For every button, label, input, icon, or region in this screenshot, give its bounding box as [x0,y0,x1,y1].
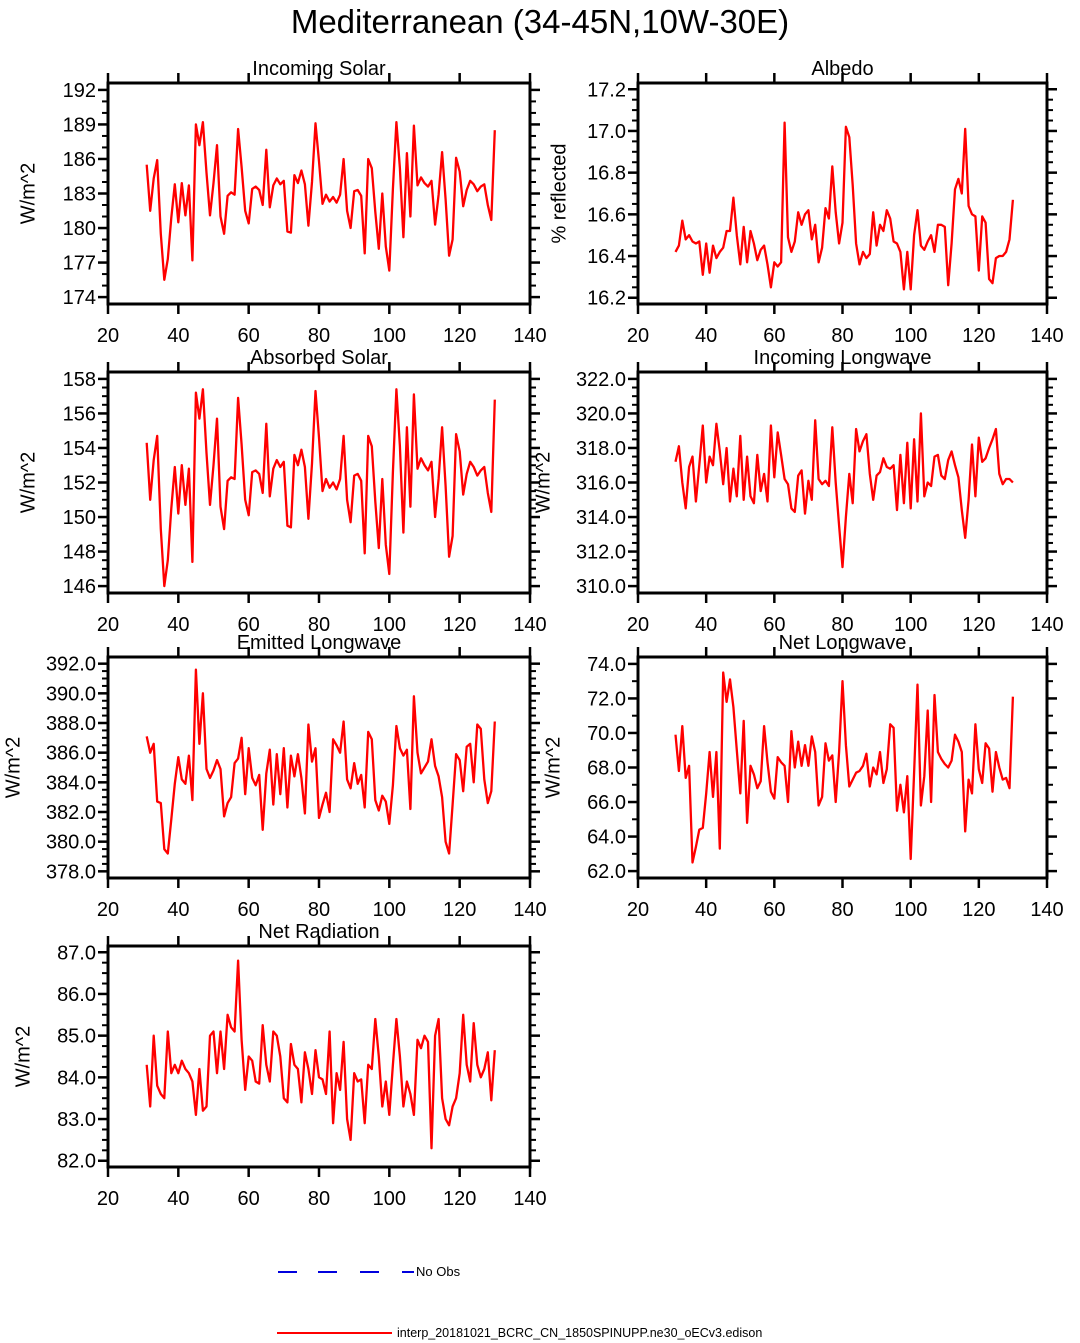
svg-text:20: 20 [626,899,650,921]
svg-text:62.0: 62.0 [587,861,626,884]
model-legend-line [277,1327,393,1339]
svg-text:40: 40 [695,899,718,921]
svg-text:17.2: 17.2 [587,79,626,102]
page-title: Mediterranean (34-45N,10W-30E) [290,3,790,40]
svg-text:100: 100 [372,325,407,347]
svg-text:150: 150 [62,507,96,530]
chart-absorbed-solar [28,358,585,641]
svg-text:156: 156 [62,403,96,426]
svg-text:60: 60 [237,899,260,921]
svg-text:312.0: 312.0 [575,541,626,564]
y-axis-label-net-longwave: W/m^2 [542,736,565,799]
y-axis-label-absorbed-solar: W/m^2 [17,451,40,514]
svg-text:40: 40 [167,1188,190,1210]
svg-text:314.0: 314.0 [575,507,626,530]
svg-text:80: 80 [831,325,854,347]
chart-net-radiation [28,932,585,1215]
chart-albedo [558,69,1080,352]
svg-text:140: 140 [1030,899,1064,921]
svg-text:20: 20 [626,325,650,347]
svg-text:64.0: 64.0 [587,826,626,849]
svg-text:192: 192 [62,79,96,102]
svg-text:60: 60 [237,1188,260,1210]
svg-text:392.0: 392.0 [45,653,96,676]
svg-text:16.2: 16.2 [587,287,626,310]
svg-text:80: 80 [307,325,331,347]
svg-text:318.0: 318.0 [575,437,626,460]
svg-text:80: 80 [307,899,331,921]
svg-text:180: 180 [62,218,96,241]
svg-text:16.6: 16.6 [587,204,626,227]
svg-text:146: 146 [62,576,96,599]
svg-text:120: 120 [442,614,477,636]
svg-text:100: 100 [893,325,928,347]
svg-text:100: 100 [372,899,407,921]
y-axis-label-net-radiation: W/m^2 [12,1025,35,1088]
svg-text:152: 152 [62,472,96,495]
chart-title-incoming-solar: Incoming Solar [252,58,386,80]
svg-text:388.0: 388.0 [45,713,96,736]
svg-text:20: 20 [96,1188,120,1210]
svg-text:158: 158 [62,368,96,391]
svg-text:84.0: 84.0 [57,1067,96,1090]
svg-text:140: 140 [513,614,547,636]
svg-text:80: 80 [307,1188,331,1210]
svg-text:100: 100 [372,614,407,636]
svg-text:20: 20 [626,614,650,636]
svg-text:386.0: 386.0 [45,742,96,765]
chart-title-emitted-longwave: Emitted Longwave [236,632,402,654]
svg-text:177: 177 [62,252,96,275]
svg-text:60: 60 [763,614,786,636]
svg-text:40: 40 [167,325,190,347]
svg-text:140: 140 [513,325,547,347]
svg-text:83.0: 83.0 [57,1109,96,1132]
svg-text:120: 120 [442,899,477,921]
svg-text:140: 140 [513,1188,547,1210]
svg-text:60: 60 [237,325,260,347]
chart-incoming-solar [28,69,585,352]
svg-text:320.0: 320.0 [575,403,626,426]
svg-text:80: 80 [831,614,854,636]
svg-text:378.0: 378.0 [45,861,96,884]
svg-text:140: 140 [1030,325,1064,347]
svg-text:80: 80 [831,899,854,921]
svg-text:72.0: 72.0 [587,688,626,711]
svg-text:60: 60 [763,899,786,921]
chart-title-net-longwave: Net Longwave [778,632,907,654]
svg-text:310.0: 310.0 [575,576,626,599]
svg-text:174: 174 [62,287,96,310]
svg-text:60: 60 [763,325,786,347]
svg-text:382.0: 382.0 [45,801,96,824]
svg-text:86.0: 86.0 [57,983,96,1006]
chart-title-absorbed-solar: Absorbed Solar [250,347,388,369]
svg-text:100: 100 [372,1188,407,1210]
svg-text:16.4: 16.4 [587,246,626,269]
y-axis-label-albedo: % reflected [548,143,571,244]
svg-text:70.0: 70.0 [587,722,626,745]
svg-text:20: 20 [96,899,120,921]
svg-text:140: 140 [1030,614,1064,636]
y-axis-label-incoming-solar: W/m^2 [17,162,40,225]
chart-title-net-radiation: Net Radiation [258,921,380,943]
svg-text:120: 120 [442,1188,477,1210]
chart-title-incoming-longwave: Incoming Longwave [753,347,932,369]
svg-text:186: 186 [62,148,96,171]
svg-text:40: 40 [695,325,718,347]
legend-model-label: interp_20181021_BCRC_CN_1850SPINUPP.ne30_oECv3.edison [397,1326,763,1340]
chart-title-albedo: Albedo [811,58,874,80]
svg-text:16.8: 16.8 [587,162,626,185]
svg-text:390.0: 390.0 [45,683,96,706]
svg-text:87.0: 87.0 [57,942,96,965]
svg-text:183: 183 [62,183,96,206]
chart-incoming-longwave [558,358,1080,641]
legend-no-obs-label: No Obs [416,1264,461,1279]
svg-text:74.0: 74.0 [587,653,626,676]
svg-text:68.0: 68.0 [587,757,626,780]
svg-text:154: 154 [62,437,96,460]
svg-text:85.0: 85.0 [57,1025,96,1048]
svg-text:100: 100 [893,899,928,921]
svg-text:82.0: 82.0 [57,1150,96,1173]
svg-text:40: 40 [167,899,190,921]
svg-text:380.0: 380.0 [45,831,96,854]
svg-text:384.0: 384.0 [45,772,96,795]
svg-text:17.0: 17.0 [587,120,626,143]
svg-text:20: 20 [96,325,120,347]
svg-text:20: 20 [96,614,120,636]
chart-emitted-longwave [28,643,585,926]
svg-text:120: 120 [962,614,996,636]
svg-text:100: 100 [893,614,928,636]
svg-text:66.0: 66.0 [587,792,626,815]
svg-text:120: 120 [962,325,996,347]
svg-text:120: 120 [442,325,477,347]
svg-text:40: 40 [167,614,190,636]
svg-text:120: 120 [962,899,996,921]
svg-text:148: 148 [62,541,96,564]
svg-text:60: 60 [237,614,260,636]
svg-text:140: 140 [513,899,547,921]
y-axis-label-emitted-longwave: W/m^2 [2,736,25,799]
chart-net-longwave [558,643,1080,926]
svg-text:80: 80 [307,614,331,636]
svg-text:316.0: 316.0 [575,472,626,495]
svg-text:322.0: 322.0 [575,368,626,391]
y-axis-label-incoming-longwave: W/m^2 [532,451,555,514]
no-obs-dash-line [270,1265,430,1279]
svg-text:40: 40 [695,614,718,636]
svg-text:189: 189 [62,114,96,137]
